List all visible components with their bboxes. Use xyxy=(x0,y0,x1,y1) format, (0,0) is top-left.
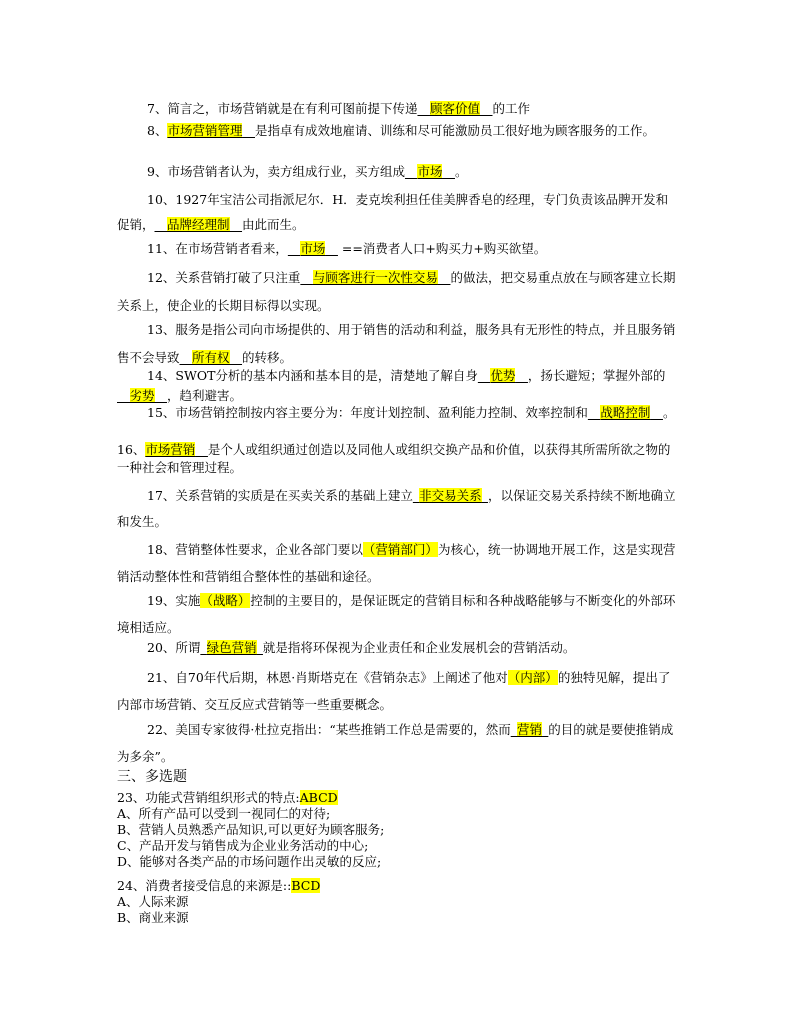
answer-highlight: 所有权 xyxy=(192,350,230,365)
answer-highlight: 优势 xyxy=(490,368,516,383)
answer-highlight: 战略控制 xyxy=(600,405,651,420)
answer-highlight: 劣势 xyxy=(129,388,155,403)
fill-blank-item-13: 13、服务是指公司向市场提供的、用于销售的活动和利益，服务具有无形性的特点，并且服务销售不会导致__所有权__的转移。 xyxy=(117,322,676,365)
fill-blank-item-16: 16、市场营销__是个人或组织通过创造以及同他人或组织交换产品和价值，以获得其所需所欲之物的一种社会和管理过程。 xyxy=(117,442,671,475)
answer-highlight: 顾客价值 xyxy=(429,101,480,116)
fill-blank-item-17: 17、关系营销的实质是在买卖关系的基础上建立_非交易关系_，以保证交易关系持续不断地确立和发生。 xyxy=(117,488,676,529)
answer-highlight: 营销 xyxy=(517,722,543,737)
fill-blank-item-22: 22、美国专家彼得·杜拉克指出：“某些推销工作总是需要的，然而_营销_的目的就是要使推销成为多余”。 xyxy=(117,722,674,764)
fill-blank-item-12: 12、关系营销打破了只注重__与顾客进行一次性交易__的做法，把交易重点放在与顾客建立长期关系上，使企业的长期目标得以实现。 xyxy=(117,270,676,313)
answer-highlight: BCD xyxy=(291,878,321,893)
fill-blank-item-7: 7、简言之，市场营销就是在有利可图前提下传递__顾客价值__的工作 xyxy=(147,101,530,116)
answer-highlight: 非交易关系 xyxy=(419,488,482,503)
option-b: B、商业来源 xyxy=(117,910,189,925)
question-24: 24、消费者接受信息的来源是::BCD xyxy=(117,878,321,893)
answer-highlight: 市场 xyxy=(300,241,326,256)
answer-highlight: （战略） xyxy=(200,593,251,608)
answer-highlight: ABCD xyxy=(299,790,338,805)
answer-highlight: 与顾客进行一次性交易 xyxy=(312,270,438,285)
fill-blank-item-10: 10、1927年宝洁公司指派尼尔．H．麦克埃利担任佳美脾香皂的经理，专门负责该品脾开发和促销，__品牌经理制__由此而生。 xyxy=(117,192,669,232)
fill-blank-item-18: 18、营销整体性要求，企业各部门要以（营销部门）为核心，统一协调地开展工作，这是实现营销活动整体性和营销组合整体性的基础和途径。 xyxy=(117,542,676,584)
option-a: A、人际来源 xyxy=(117,894,189,909)
option-a: A、所有产品可以受到一视同仁的对待; xyxy=(117,806,331,821)
option-c: C、产品开发与销售成为企业业务活动的中心; xyxy=(117,838,369,853)
option-d: D、能够对各类产品的市场问题作出灵敏的反应; xyxy=(117,854,382,869)
answer-highlight: 绿色营销 xyxy=(206,640,257,655)
answer-highlight: （内部） xyxy=(507,670,558,685)
question-23: 23、功能式营销组织形式的特点:ABCD xyxy=(117,790,338,805)
fill-blank-item-21: 21、自70年代后期，林恩·肖斯塔克在《营销杂志》上阐述了他对（内部）的独特见解，提出了内部市场营销、交互反应式营销等一些重要概念。 xyxy=(117,670,671,712)
section-title: 三、多选题 xyxy=(117,769,187,785)
answer-highlight: （营销部门） xyxy=(362,542,438,557)
answer-highlight: 市场 xyxy=(417,164,443,179)
fill-blank-item-19: 19、实施（战略）控制的主要目的，是保证既定的营销目标和各种战略能够与不断变化的外部环境相适应。 xyxy=(117,593,676,635)
fill-blank-item-14: 14、SWOT分析的基本内涵和基本目的是，清楚地了解自身__优势__，扬长避短；掌握外部的__劣势__，趋利避害。 xyxy=(117,368,666,403)
answer-highlight: 市场营销 xyxy=(145,442,196,457)
fill-blank-item-11: 11、在市场营销者看来，__市场__ ==消费者人口+购买力+购买欲望。 xyxy=(147,241,547,256)
fill-blank-item-20: 20、所谓_绿色营销_就是指将环保视为企业责任和企业发展机会的营销活动。 xyxy=(147,640,576,655)
fill-blank-item-9: 9、市场营销者认为，卖方组成行业，买方组成__市场__。 xyxy=(147,164,468,179)
answer-highlight: 品牌经理制 xyxy=(167,217,230,232)
answer-highlight: 市场营销管理 xyxy=(167,123,243,138)
fill-blank-item-8: 8、市场营销管理__是指卓有成效地雇请、训练和尽可能激励员工很好地为顾客服务的工作。 xyxy=(147,123,655,138)
fill-blank-item-15: 15、市场营销控制按内容主要分为：年度计划控制、盈利能力控制、效率控制和__战略控制__。 xyxy=(147,405,676,420)
option-b: B、营销人员熟悉产品知识,可以更好为顾客服务; xyxy=(117,822,385,837)
